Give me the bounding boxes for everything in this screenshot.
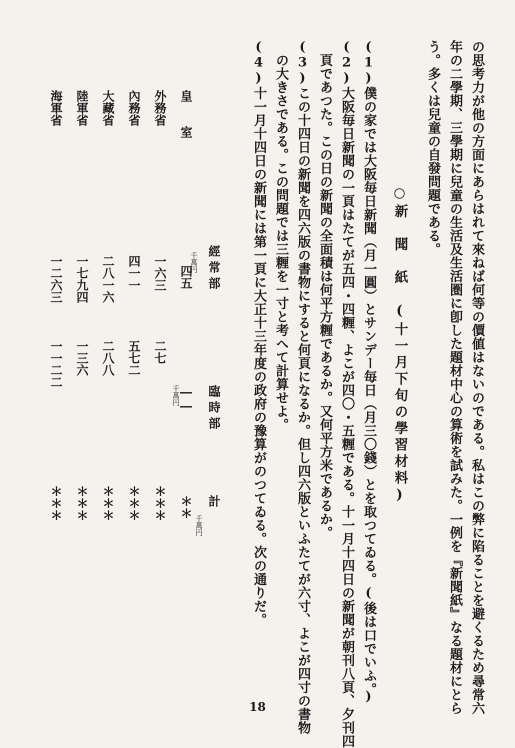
problem-3: (3)この十四日の新聞を四六版の書物にすると何頁になるか。但し四六版といふたてが六寸、よこが四寸の書物 <box>295 40 310 735</box>
row-temporary-1: ―― <box>179 385 193 413</box>
row-total-4: ＊＊＊ <box>101 485 115 521</box>
row-ordinary-2: 一六三 <box>153 255 167 291</box>
row-name-6: 海軍省 <box>49 90 63 126</box>
page-number: 18 <box>249 700 266 714</box>
header-temporary: 臨時部 <box>207 385 221 433</box>
row-ordinary-6: 一二六三 <box>49 255 63 303</box>
unit-label: 千萬円 <box>190 252 198 273</box>
row-name-2: 外務省 <box>153 90 167 126</box>
row-name-5: 陸軍省 <box>75 90 89 126</box>
section-heading: ○新 聞 紙 (十一月下旬の學習材料) <box>391 185 408 506</box>
row-total-2: ＊＊＊ <box>153 485 167 521</box>
row-temporary-4: 二八八 <box>101 340 115 376</box>
row-ordinary-5: 一七九四 <box>75 255 89 303</box>
text-column-3: う。多くは兒童の自發問題である。 <box>425 40 440 256</box>
row-temporary-5: 一三六 <box>75 340 89 376</box>
row-total-6: ＊＊＊ <box>49 485 63 521</box>
problem-2: (2)大阪毎日新聞の一頁はたてが五四・四糎、よこが四〇・五糎である。十一月十四日の新聞が朝刊八頁、夕刊四 <box>339 40 354 748</box>
row-total-3: ＊＊＊ <box>127 485 141 521</box>
text-column-2: 年の二學期、三學期に兒童の生活及生活圏に卽した題材中心の算術を試みた。一例を『新聞紙』なる題材にとら <box>447 40 462 715</box>
row-ordinary-3: 四一一 <box>127 255 141 291</box>
problem-2-cont: 頁であつた。この日の新聞の全面積は何平方糎であるか。又何平方米であるか。 <box>317 40 332 540</box>
row-total-5: ＊＊＊ <box>75 485 89 521</box>
row-name-3: 內務省 <box>127 90 141 126</box>
header-total: 計 <box>207 495 221 507</box>
row-total-1: ＊＊ <box>179 495 193 519</box>
problem-3-cont: の大きさである。この問題では三糎を一寸と考へて計算せよ。 <box>273 40 288 432</box>
unit-label: 千萬円 <box>172 385 180 406</box>
row-name-1: 皇 室 <box>179 90 193 144</box>
row-ordinary-4: 二八一六 <box>101 255 115 303</box>
header-ordinary: 經常部 <box>207 245 221 293</box>
row-temporary-2: 二七 <box>153 340 167 364</box>
unit-label: 千萬円 <box>195 515 203 536</box>
row-ordinary-1: 四五 <box>179 265 193 289</box>
text-column-1: の思考力が他の方面にあらはれて來ねば何等の價値はないのである。私はこの弊に陷ることを避くるため尋常六 <box>469 40 484 715</box>
row-temporary-6: 一一二二 <box>49 340 63 388</box>
problem-1: (1)僕の家では大阪毎日新聞（月一圓）とサンデー毎日（月三〇錢）とを取つてゐる。(後は口でいふ。) <box>361 40 376 705</box>
row-temporary-3: 五七二 <box>127 340 141 376</box>
row-name-4: 大藏省 <box>101 90 115 126</box>
problem-4: (4)十一月十四日の新聞には第一頁に大正十三年度の政府の豫算がのつてゐる。次の通りだ。 <box>251 40 266 627</box>
